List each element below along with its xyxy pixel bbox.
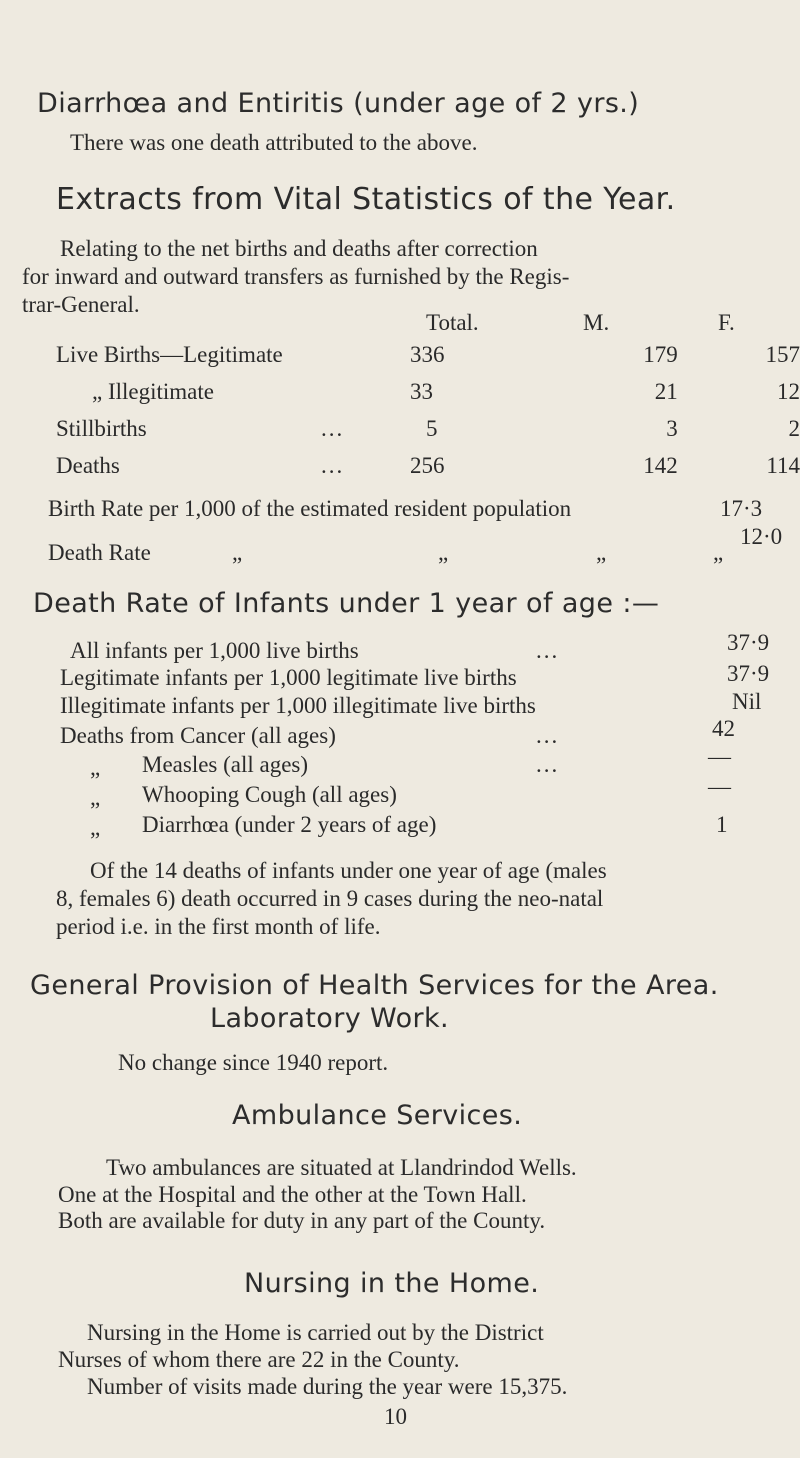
ditto-mark: „ — [713, 540, 724, 565]
infant-row-value: Nil — [732, 689, 762, 714]
row-total: 336 — [409, 341, 445, 367]
vital-intro-line-2: for inward and outward transfers as furnished by the Regis- — [22, 264, 570, 289]
nursing-line-3: Number of visits made during the year were 15,375. — [87, 1374, 568, 1399]
infant-row-value: 37·9 — [727, 661, 770, 686]
row-label: „ Illegitimate — [92, 378, 214, 404]
death-rate-value: 12·0 — [740, 524, 783, 549]
nursing-heading: Nursing in the Home. — [244, 1268, 540, 1299]
vital-intro-line-3: trar-General. — [22, 292, 140, 317]
row-female: 157 — [765, 341, 800, 367]
infant-row-label: All infants per 1,000 live births — [70, 638, 359, 663]
infant-row-label: Diarrhœa (under 2 years of age) — [142, 812, 437, 837]
ambulance-line-3: Both are available for duty in any part of the County. — [58, 1208, 546, 1233]
infant-row-value: — — [708, 774, 731, 799]
laboratory-text: No change since 1940 report. — [118, 1050, 389, 1075]
infant-row-label: Whooping Cough (all ages) — [142, 782, 397, 807]
infant-row-label: Measles (all ages) — [142, 752, 309, 777]
ditto-mark: „ — [90, 755, 101, 780]
ditto-mark: „ — [232, 540, 243, 565]
table-row — [56, 447, 800, 484]
row-male: 179 — [643, 341, 678, 367]
infant-note-line-3: period i.e. in the first month of life. — [56, 914, 381, 939]
row-female: 2 — [788, 415, 800, 441]
infant-death-rate-heading: Death Rate of Infants under 1 year of age :— — [33, 588, 660, 619]
death-rate-label: Death Rate — [48, 540, 151, 565]
infant-row-value: 42 — [712, 716, 735, 741]
nursing-line-2: Nurses of whom there are 22 in the County. — [58, 1347, 460, 1372]
general-provision-heading: General Provision of Health Services for the Area. — [30, 970, 719, 1001]
ditto-mark: „ — [438, 540, 449, 565]
infant-note-line-1: Of the 14 deaths of infants under one year of age (males — [90, 858, 607, 883]
column-header-male: M. — [583, 310, 610, 335]
vital-statistics-table — [56, 336, 800, 484]
ditto-mark: „ — [596, 540, 607, 565]
row-total: 33 — [409, 378, 433, 404]
diarrhoea-heading: Diarrhœa and Entiritis (under age of 2 yrs.) — [37, 88, 640, 119]
row-total: 256 — [409, 452, 445, 478]
row-label: Deaths — [56, 452, 120, 478]
infant-row-value: — — [708, 744, 731, 769]
nursing-line-1: Nursing in the Home is carried out by the District — [87, 1320, 544, 1345]
row-total: 5 — [425, 415, 438, 441]
row-label: Live Births—Legitimate — [56, 341, 283, 367]
column-header-female: F. — [718, 310, 735, 335]
page-number: 10 — [384, 1404, 407, 1429]
row-female: 114 — [766, 452, 800, 478]
infant-row-dots: ... — [536, 723, 560, 748]
infant-row-label: Legitimate infants per 1,000 legitimate live births — [60, 665, 517, 690]
ambulance-line-2: One at the Hospital and the other at the Town Hall. — [58, 1182, 527, 1207]
infant-row-value: 37·9 — [727, 630, 770, 655]
ambulance-line-1: Two ambulances are situated at Llandrindod Wells. — [106, 1155, 577, 1180]
row-dots: ... — [321, 415, 345, 441]
column-header-total: Total. — [426, 310, 479, 335]
infant-note-line-2: 8, females 6) death occurred in 9 cases during the neo-natal — [56, 886, 604, 911]
table-row — [56, 410, 800, 447]
row-label: Stillbirths — [56, 415, 147, 441]
diarrhoea-text: There was one death attributed to the above. — [70, 130, 478, 155]
laboratory-work-heading: Laboratory Work. — [210, 1003, 450, 1034]
row-dots: ... — [321, 452, 345, 478]
row-male: 21 — [654, 378, 678, 404]
infant-row-dots: ... — [536, 752, 560, 777]
vital-intro-line-1: Relating to the net births and deaths after correction — [60, 236, 538, 261]
ambulance-heading: Ambulance Services. — [232, 1100, 523, 1131]
birth-rate-label: Birth Rate per 1,000 of the estimated resident population — [48, 496, 572, 521]
ditto-mark: „ — [90, 785, 101, 810]
vital-statistics-heading: Extracts from Vital Statistics of the Year. — [56, 182, 676, 217]
birth-rate-value: 17·3 — [720, 496, 763, 521]
table-row — [56, 336, 800, 373]
infant-row-dots: ... — [536, 638, 560, 663]
row-male: 3 — [666, 415, 678, 441]
ditto-mark: „ — [90, 815, 101, 840]
table-row — [56, 373, 800, 410]
row-male: 142 — [643, 452, 678, 478]
infant-row-value: 1 — [716, 812, 728, 837]
infant-row-label: Deaths from Cancer (all ages) — [60, 723, 336, 748]
infant-row-label: Illegitimate infants per 1,000 illegitimate live births — [60, 693, 536, 718]
row-female: 12 — [777, 378, 800, 404]
